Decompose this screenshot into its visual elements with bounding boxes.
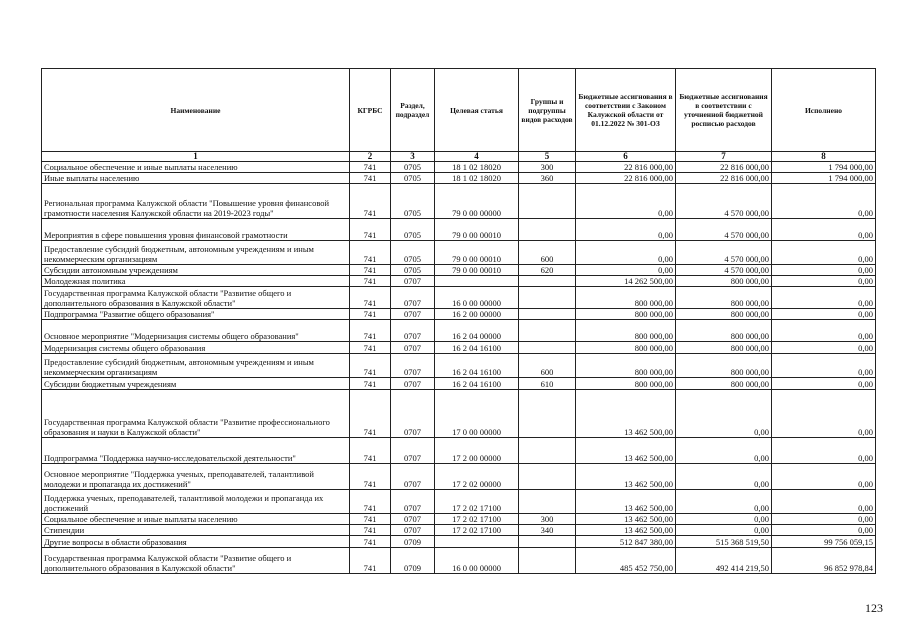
row-target [435, 276, 519, 287]
row-section: 0707 [391, 378, 435, 390]
column-number-row [42, 152, 876, 162]
row-law-amount: 800 000,00 [576, 354, 676, 378]
row-group [519, 287, 576, 309]
row-law-amount: 22 816 000,00 [576, 173, 676, 184]
row-name: Государственная программа Калужской области "Развитие общего и дополнительного образования в Калужской области" [42, 287, 350, 309]
row-target: 17 0 00 00000 [435, 390, 519, 438]
row-section: 0707 [391, 320, 435, 342]
row-law-amount: 0,00 [576, 184, 676, 219]
row-section: 0709 [391, 548, 435, 574]
row-name: Социальное обеспечение и иные выплаты населению [42, 514, 350, 525]
row-section: 0707 [391, 309, 435, 320]
row-executed-amount: 0,00 [772, 438, 876, 464]
row-law-amount: 13 462 500,00 [576, 525, 676, 536]
row-target: 79 0 00 00010 [435, 241, 519, 265]
row-section: 0705 [391, 219, 435, 241]
row-target [435, 536, 519, 548]
row-section: 0705 [391, 173, 435, 184]
row-section: 0709 [391, 536, 435, 548]
column-number: 8 [772, 152, 876, 162]
column-number: 1 [42, 152, 350, 162]
row-law-amount: 13 462 500,00 [576, 390, 676, 438]
row-kgrbs: 741 [350, 276, 391, 287]
row-kgrbs: 741 [350, 354, 391, 378]
table-row [42, 464, 876, 490]
row-kgrbs: 741 [350, 309, 391, 320]
row-group [519, 390, 576, 438]
row-kgrbs: 741 [350, 219, 391, 241]
row-kgrbs: 741 [350, 342, 391, 354]
row-target: 79 0 00 00010 [435, 265, 519, 276]
header-name: Наименование [42, 69, 350, 152]
table-row [42, 309, 876, 320]
row-target: 16 2 04 16100 [435, 354, 519, 378]
row-section: 0705 [391, 241, 435, 265]
row-name: Региональная программа Калужской области "Повышение уровня финансовой грамотности населения Калужской области на 2019-2023 годы" [42, 184, 350, 219]
row-law-amount: 13 462 500,00 [576, 464, 676, 490]
row-executed-amount: 0,00 [772, 287, 876, 309]
row-law-amount: 800 000,00 [576, 342, 676, 354]
row-target: 18 1 02 18020 [435, 162, 519, 173]
row-name: Молодежная политика [42, 276, 350, 287]
row-target: 16 0 00 00000 [435, 548, 519, 574]
table-body [42, 162, 876, 574]
row-kgrbs: 741 [350, 241, 391, 265]
table-row [42, 184, 876, 219]
row-executed-amount: 0,00 [772, 184, 876, 219]
row-law-amount: 800 000,00 [576, 309, 676, 320]
column-number: 5 [519, 152, 576, 162]
row-executed-amount: 0,00 [772, 265, 876, 276]
row-kgrbs: 741 [350, 378, 391, 390]
row-section: 0707 [391, 438, 435, 464]
header-executed: Исполнено [772, 69, 876, 152]
row-executed-amount: 0,00 [772, 309, 876, 320]
row-refined-amount: 492 414 219,50 [676, 548, 772, 574]
row-name: Поддержка ученых, преподавателей, талантливой молодежи и пропаганда их достижений [42, 490, 350, 514]
row-target: 16 2 04 16100 [435, 342, 519, 354]
row-name: Субсидии бюджетным учреждениям [42, 378, 350, 390]
row-refined-amount: 0,00 [676, 490, 772, 514]
row-section: 0705 [391, 184, 435, 219]
row-section: 0707 [391, 490, 435, 514]
row-kgrbs: 741 [350, 525, 391, 536]
row-target: 79 0 00 00000 [435, 184, 519, 219]
row-name: Иные выплаты населению [42, 173, 350, 184]
row-section: 0707 [391, 354, 435, 378]
table-row [42, 162, 876, 173]
header-target: Целевая статья [435, 69, 519, 152]
table-row [42, 320, 876, 342]
row-group: 600 [519, 354, 576, 378]
row-section: 0707 [391, 464, 435, 490]
table-row [42, 548, 876, 574]
row-name: Основное мероприятие "Модернизация системы общего образования" [42, 320, 350, 342]
row-name: Стипендии [42, 525, 350, 536]
row-group: 600 [519, 241, 576, 265]
row-group: 340 [519, 525, 576, 536]
row-refined-amount: 4 570 000,00 [676, 241, 772, 265]
table-row [42, 490, 876, 514]
row-name: Государственная программа Калужской области "Развитие профессионального образования и науки в Калужской области" [42, 390, 350, 438]
row-executed-amount: 0,00 [772, 241, 876, 265]
table-row [42, 173, 876, 184]
row-name: Предоставление субсидий бюджетным, автономным учреждениям и иным некоммерческим организациям [42, 354, 350, 378]
row-kgrbs: 741 [350, 162, 391, 173]
table-row [42, 241, 876, 265]
row-target: 17 2 02 17100 [435, 490, 519, 514]
row-section: 0707 [391, 287, 435, 309]
row-law-amount: 22 816 000,00 [576, 162, 676, 173]
row-refined-amount: 800 000,00 [676, 320, 772, 342]
row-law-amount: 13 462 500,00 [576, 438, 676, 464]
table-row [42, 276, 876, 287]
row-group [519, 276, 576, 287]
row-target: 16 0 00 00000 [435, 287, 519, 309]
row-name: Модернизация системы общего образования [42, 342, 350, 354]
row-name: Государственная программа Калужской области "Развитие общего и дополнительного образования в Калужской области" [42, 548, 350, 574]
header-groups: Группы и подгруппы видов расходов [519, 69, 576, 152]
row-law-amount: 485 452 750,00 [576, 548, 676, 574]
column-number: 2 [350, 152, 391, 162]
page-number: 123 [865, 601, 883, 615]
row-law-amount: 13 462 500,00 [576, 490, 676, 514]
row-name: Предоставление субсидий бюджетным, автономным учреждениям и иным некоммерческим организациям [42, 241, 350, 265]
table-row [42, 438, 876, 464]
row-group: 300 [519, 514, 576, 525]
row-group [519, 536, 576, 548]
row-kgrbs: 741 [350, 514, 391, 525]
row-section: 0707 [391, 276, 435, 287]
column-number: 6 [576, 152, 676, 162]
row-group [519, 464, 576, 490]
row-kgrbs: 741 [350, 184, 391, 219]
row-group [519, 342, 576, 354]
row-executed-amount: 0,00 [772, 514, 876, 525]
row-law-amount: 0,00 [576, 241, 676, 265]
row-law-amount: 14 262 500,00 [576, 276, 676, 287]
row-group [519, 219, 576, 241]
row-refined-amount: 0,00 [676, 525, 772, 536]
row-target: 17 2 02 17100 [435, 514, 519, 525]
row-law-amount: 800 000,00 [576, 287, 676, 309]
row-group: 360 [519, 173, 576, 184]
header-law: Бюджетные ассигнования в соответствии с Законом Калужской области от 01.12.2022 № 301-ОЗ [576, 69, 676, 152]
row-refined-amount: 22 816 000,00 [676, 162, 772, 173]
row-name: Мероприятия в сфере повышения уровня финансовой грамотности [42, 219, 350, 241]
row-target: 17 2 00 00000 [435, 438, 519, 464]
row-law-amount: 0,00 [576, 265, 676, 276]
row-executed-amount: 0,00 [772, 219, 876, 241]
table-row [42, 342, 876, 354]
row-group [519, 309, 576, 320]
row-refined-amount: 800 000,00 [676, 276, 772, 287]
row-executed-amount: 0,00 [772, 390, 876, 438]
row-executed-amount: 99 756 059,15 [772, 536, 876, 548]
row-group [519, 320, 576, 342]
row-target: 16 2 04 16100 [435, 378, 519, 390]
row-refined-amount: 800 000,00 [676, 287, 772, 309]
row-refined-amount: 0,00 [676, 514, 772, 525]
row-name: Другие вопросы в области образования [42, 536, 350, 548]
row-refined-amount: 4 570 000,00 [676, 265, 772, 276]
row-target: 17 2 02 17100 [435, 525, 519, 536]
row-refined-amount: 0,00 [676, 390, 772, 438]
row-name: Подпрограмма "Развитие общего образования" [42, 309, 350, 320]
row-refined-amount: 515 368 519,50 [676, 536, 772, 548]
header-section: Раздел, подраздел [391, 69, 435, 152]
row-kgrbs: 741 [350, 173, 391, 184]
row-executed-amount: 1 794 000,00 [772, 162, 876, 173]
column-number: 7 [676, 152, 772, 162]
row-kgrbs: 741 [350, 548, 391, 574]
row-name: Основное мероприятие "Поддержка ученых, преподавателей, талантливой молодежи и пропаганда их достижений" [42, 464, 350, 490]
row-kgrbs: 741 [350, 320, 391, 342]
header-kgrbs: КГРБС [350, 69, 391, 152]
row-group [519, 184, 576, 219]
table-row [42, 525, 876, 536]
row-kgrbs: 741 [350, 490, 391, 514]
row-refined-amount: 800 000,00 [676, 354, 772, 378]
row-kgrbs: 741 [350, 287, 391, 309]
row-section: 0705 [391, 162, 435, 173]
table-row [42, 390, 876, 438]
row-refined-amount: 22 816 000,00 [676, 173, 772, 184]
row-refined-amount: 4 570 000,00 [676, 219, 772, 241]
row-name: Социальное обеспечение и иные выплаты населению [42, 162, 350, 173]
header-row [42, 69, 876, 152]
row-kgrbs: 741 [350, 536, 391, 548]
row-law-amount: 800 000,00 [576, 320, 676, 342]
row-executed-amount: 96 852 978,84 [772, 548, 876, 574]
row-group [519, 438, 576, 464]
row-group: 610 [519, 378, 576, 390]
row-kgrbs: 741 [350, 464, 391, 490]
table-row [42, 536, 876, 548]
row-group: 300 [519, 162, 576, 173]
table-row [42, 265, 876, 276]
row-executed-amount: 0,00 [772, 464, 876, 490]
column-number: 3 [391, 152, 435, 162]
row-kgrbs: 741 [350, 265, 391, 276]
row-name: Субсидии автономным учреждениям [42, 265, 350, 276]
row-target: 17 2 02 00000 [435, 464, 519, 490]
row-section: 0707 [391, 342, 435, 354]
row-refined-amount: 4 570 000,00 [676, 184, 772, 219]
row-name: Подпрограмма "Поддержка научно-исследовательской деятельности" [42, 438, 350, 464]
column-number: 4 [435, 152, 519, 162]
row-target: 16 2 04 00000 [435, 320, 519, 342]
row-law-amount: 512 847 380,00 [576, 536, 676, 548]
row-refined-amount: 800 000,00 [676, 342, 772, 354]
row-kgrbs: 741 [350, 438, 391, 464]
row-section: 0707 [391, 525, 435, 536]
budget-table [41, 68, 876, 574]
row-refined-amount: 800 000,00 [676, 309, 772, 320]
row-section: 0707 [391, 390, 435, 438]
row-refined-amount: 0,00 [676, 464, 772, 490]
row-executed-amount: 0,00 [772, 320, 876, 342]
row-executed-amount: 0,00 [772, 525, 876, 536]
row-executed-amount: 0,00 [772, 490, 876, 514]
row-law-amount: 13 462 500,00 [576, 514, 676, 525]
row-target: 79 0 00 00010 [435, 219, 519, 241]
row-group [519, 548, 576, 574]
row-executed-amount: 0,00 [772, 378, 876, 390]
row-executed-amount: 0,00 [772, 354, 876, 378]
row-executed-amount: 1 794 000,00 [772, 173, 876, 184]
row-refined-amount: 0,00 [676, 438, 772, 464]
row-law-amount: 0,00 [576, 219, 676, 241]
row-target: 16 2 00 00000 [435, 309, 519, 320]
row-section: 0707 [391, 514, 435, 525]
row-executed-amount: 0,00 [772, 276, 876, 287]
table-row [42, 354, 876, 378]
row-refined-amount: 800 000,00 [676, 378, 772, 390]
table-row [42, 219, 876, 241]
table-row [42, 287, 876, 309]
table-row [42, 514, 876, 525]
header-refined: Бюджетные ассигнования в соответствии с уточненной бюджетной росписью расходов [676, 69, 772, 152]
table-row [42, 378, 876, 390]
row-target: 18 1 02 18020 [435, 173, 519, 184]
row-group [519, 490, 576, 514]
row-group: 620 [519, 265, 576, 276]
row-kgrbs: 741 [350, 390, 391, 438]
row-executed-amount: 0,00 [772, 342, 876, 354]
row-section: 0705 [391, 265, 435, 276]
row-law-amount: 800 000,00 [576, 378, 676, 390]
